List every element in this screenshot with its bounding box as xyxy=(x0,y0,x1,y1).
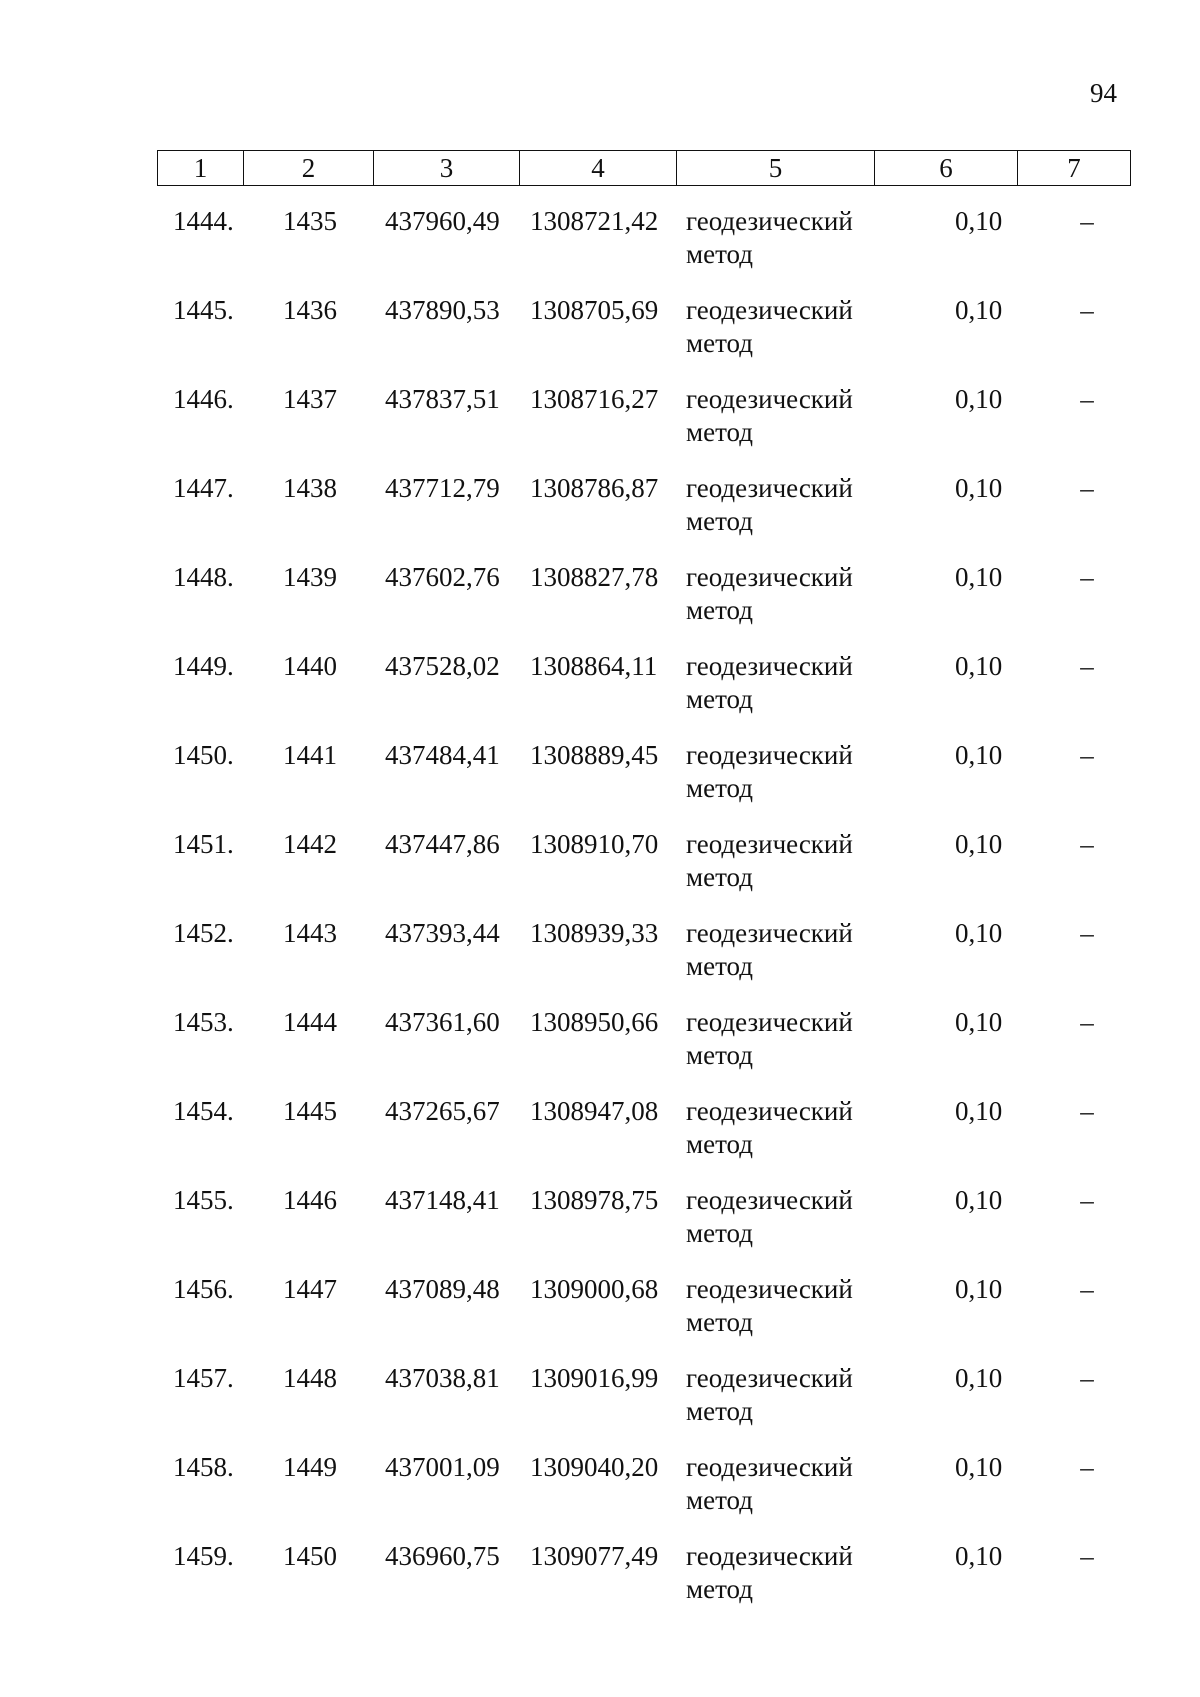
coordinate-x: 437265,67 xyxy=(385,1096,500,1126)
table-row xyxy=(157,1184,1130,1273)
point-number: 1449 xyxy=(283,1452,337,1482)
row-number: 1448. xyxy=(173,562,234,592)
coordinate-table-body xyxy=(157,205,1130,1629)
coordinate-y: 1308889,45 xyxy=(530,740,659,770)
row-number: 1452. xyxy=(173,918,234,948)
header-cell: 7 xyxy=(1018,151,1131,186)
method-text: геодезический метод xyxy=(686,1096,853,1159)
note-value: – xyxy=(1080,1274,1094,1304)
coordinate-y: 1309016,99 xyxy=(530,1363,659,1393)
point-number: 1436 xyxy=(283,295,337,325)
table-row xyxy=(157,828,1130,917)
method-text: геодезический метод xyxy=(686,1452,853,1515)
coordinate-y: 1308827,78 xyxy=(530,562,659,592)
page-number: 94 xyxy=(1090,78,1117,108)
coordinate-x: 437602,76 xyxy=(385,562,500,592)
method-text: геодезический метод xyxy=(686,295,853,358)
coordinate-y: 1308786,87 xyxy=(530,473,659,503)
point-number: 1438 xyxy=(283,473,337,503)
coordinate-x: 437890,53 xyxy=(385,295,500,325)
row-number: 1451. xyxy=(173,829,234,859)
coordinate-y: 1309077,49 xyxy=(530,1541,659,1571)
point-number: 1440 xyxy=(283,651,337,681)
row-number: 1459. xyxy=(173,1541,234,1571)
coordinate-y: 1308705,69 xyxy=(530,295,659,325)
table-row xyxy=(157,739,1130,828)
note-value: – xyxy=(1080,1541,1094,1571)
accuracy-value: 0,10 xyxy=(955,1452,1003,1482)
coordinate-x: 437148,41 xyxy=(385,1185,500,1215)
point-number: 1450 xyxy=(283,1541,337,1571)
row-number: 1445. xyxy=(173,295,234,325)
accuracy-value: 0,10 xyxy=(955,1185,1003,1215)
note-value: – xyxy=(1080,918,1094,948)
note-value: – xyxy=(1080,1363,1094,1393)
accuracy-value: 0,10 xyxy=(955,206,1003,236)
table-row xyxy=(157,294,1130,383)
method-text: геодезический метод xyxy=(686,829,853,892)
note-value: – xyxy=(1080,651,1094,681)
accuracy-value: 0,10 xyxy=(955,1007,1003,1037)
note-value: – xyxy=(1080,1185,1094,1215)
table-row xyxy=(157,383,1130,472)
method-text: геодезический метод xyxy=(686,1541,853,1604)
coordinate-y: 1308950,66 xyxy=(530,1007,659,1037)
table-row xyxy=(157,1095,1130,1184)
accuracy-value: 0,10 xyxy=(955,1541,1003,1571)
note-value: – xyxy=(1080,384,1094,414)
point-number: 1447 xyxy=(283,1274,337,1304)
coordinate-y: 1308721,42 xyxy=(530,206,659,236)
method-text: геодезический метод xyxy=(686,562,853,625)
point-number: 1441 xyxy=(283,740,337,770)
point-number: 1448 xyxy=(283,1363,337,1393)
row-number: 1456. xyxy=(173,1274,234,1304)
note-value: – xyxy=(1080,829,1094,859)
row-number: 1450. xyxy=(173,740,234,770)
method-text: геодезический метод xyxy=(686,651,853,714)
note-value: – xyxy=(1080,1452,1094,1482)
point-number: 1444 xyxy=(283,1007,337,1037)
table-row xyxy=(157,1540,1130,1629)
method-text: геодезический метод xyxy=(686,1185,853,1248)
accuracy-value: 0,10 xyxy=(955,295,1003,325)
table-row xyxy=(157,1451,1130,1540)
coordinate-x: 437038,81 xyxy=(385,1363,500,1393)
accuracy-value: 0,10 xyxy=(955,651,1003,681)
header-cell: 2 xyxy=(244,151,374,186)
accuracy-value: 0,10 xyxy=(955,473,1003,503)
table-row xyxy=(157,472,1130,561)
table-row xyxy=(157,650,1130,739)
coordinate-y: 1308910,70 xyxy=(530,829,659,859)
coordinate-x: 437447,86 xyxy=(385,829,500,859)
header-cell: 5 xyxy=(677,151,875,186)
header-cell: 6 xyxy=(875,151,1018,186)
point-number: 1442 xyxy=(283,829,337,859)
row-number: 1453. xyxy=(173,1007,234,1037)
row-number: 1444. xyxy=(173,206,234,236)
accuracy-value: 0,10 xyxy=(955,1274,1003,1304)
note-value: – xyxy=(1080,562,1094,592)
point-number: 1446 xyxy=(283,1185,337,1215)
method-text: геодезический метод xyxy=(686,473,853,536)
row-number: 1455. xyxy=(173,1185,234,1215)
header-cell: 1 xyxy=(158,151,244,186)
coordinate-x: 437960,49 xyxy=(385,206,500,236)
point-number: 1445 xyxy=(283,1096,337,1126)
accuracy-value: 0,10 xyxy=(955,740,1003,770)
table-row xyxy=(157,1362,1130,1451)
note-value: – xyxy=(1080,740,1094,770)
coordinate-y: 1309040,20 xyxy=(530,1452,659,1482)
table-row xyxy=(157,561,1130,650)
coordinate-x: 437089,48 xyxy=(385,1274,500,1304)
column-number-header xyxy=(157,150,1131,186)
point-number: 1443 xyxy=(283,918,337,948)
coordinate-y: 1308864,11 xyxy=(530,651,658,681)
coordinate-y: 1308716,27 xyxy=(530,384,659,414)
method-text: геодезический метод xyxy=(686,740,853,803)
coordinate-y: 1308947,08 xyxy=(530,1096,659,1126)
table-row xyxy=(157,917,1130,1006)
accuracy-value: 0,10 xyxy=(955,1096,1003,1126)
coordinate-x: 437528,02 xyxy=(385,651,500,681)
row-number: 1457. xyxy=(173,1363,234,1393)
coordinate-x: 437712,79 xyxy=(385,473,500,503)
method-text: геодезический метод xyxy=(686,1274,853,1337)
accuracy-value: 0,10 xyxy=(955,829,1003,859)
header-cell: 4 xyxy=(520,151,677,186)
accuracy-value: 0,10 xyxy=(955,384,1003,414)
note-value: – xyxy=(1080,206,1094,236)
method-text: геодезический метод xyxy=(686,206,853,269)
row-number: 1449. xyxy=(173,651,234,681)
note-value: – xyxy=(1080,1096,1094,1126)
point-number: 1437 xyxy=(283,384,337,414)
note-value: – xyxy=(1080,295,1094,325)
note-value: – xyxy=(1080,1007,1094,1037)
point-number: 1439 xyxy=(283,562,337,592)
row-number: 1458. xyxy=(173,1452,234,1482)
row-number: 1446. xyxy=(173,384,234,414)
coordinate-x: 437837,51 xyxy=(385,384,500,414)
coordinate-y: 1309000,68 xyxy=(530,1274,659,1304)
method-text: геодезический метод xyxy=(686,1363,853,1426)
row-number: 1454. xyxy=(173,1096,234,1126)
header-cell: 3 xyxy=(374,151,520,186)
table-row xyxy=(157,205,1130,294)
accuracy-value: 0,10 xyxy=(955,918,1003,948)
accuracy-value: 0,10 xyxy=(955,1363,1003,1393)
coordinate-x: 437393,44 xyxy=(385,918,500,948)
coordinate-y: 1308978,75 xyxy=(530,1185,659,1215)
coordinate-y: 1308939,33 xyxy=(530,918,659,948)
method-text: геодезический метод xyxy=(686,384,853,447)
coordinate-x: 436960,75 xyxy=(385,1541,500,1571)
point-number: 1435 xyxy=(283,206,337,236)
coordinate-x: 437001,09 xyxy=(385,1452,500,1482)
coordinate-x: 437361,60 xyxy=(385,1007,500,1037)
table-row xyxy=(157,1006,1130,1095)
table-row xyxy=(157,1273,1130,1362)
note-value: – xyxy=(1080,473,1094,503)
method-text: геодезический метод xyxy=(686,1007,853,1070)
coordinate-x: 437484,41 xyxy=(385,740,500,770)
method-text: геодезический метод xyxy=(686,918,853,981)
row-number: 1447. xyxy=(173,473,234,503)
accuracy-value: 0,10 xyxy=(955,562,1003,592)
